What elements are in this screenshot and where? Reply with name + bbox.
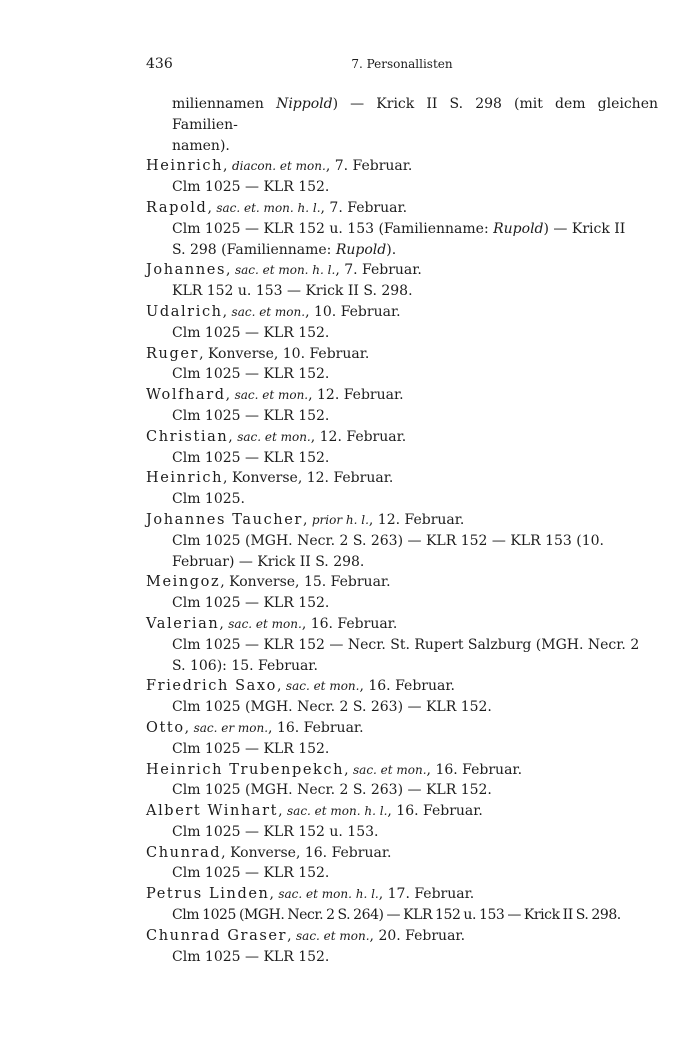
list-entry [146,843,658,885]
entry-heading: Heinrich Trubenpekch, sac. et mon., 16. Februar. [146,761,523,778]
entry-heading: Petrus Linden, sac. et mon. h. l., 17. Februar. [146,886,475,903]
person-name: Otto [146,719,185,736]
entry-date: Konverse, 10. Februar. [207,345,370,362]
list-entry [146,926,658,968]
list-entry-continuation [146,94,658,156]
person-title: sac. et. mon. h. l. [216,200,321,215]
person-name: Albert Winhart [146,803,279,820]
entry-date: , 16. Februar. [426,761,523,778]
reference-line: Clm 1025 — KLR 152. [172,407,330,424]
person-title: sac. et mon. h. l. [278,887,379,902]
person-title: sac. et mon. [296,928,370,943]
person-name: Chunrad Graser [146,927,288,944]
list-entry [146,468,658,510]
entry-date: Konverse, 16. Februar. [230,844,392,861]
list-entry [146,156,658,198]
list-entry [146,198,658,260]
reference-line: Clm 1025 — KLR 152 u. 153 (Familienname: Rupold) — Krick II [172,220,626,237]
running-head [146,56,658,76]
reference-line: Clm 1025 — KLR 152. [172,449,330,466]
reference-line: Clm 1025. [172,491,245,508]
entry-date: Konverse, 15. Februar. [229,574,391,591]
person-title: sac. et mon. h. l. [287,804,388,819]
reference-line: namen). [172,137,230,154]
page-number: 436 [146,56,173,72]
person-name: Udalrich [146,303,223,320]
entry-date: , 12. Februar. [308,387,404,404]
person-name: Meingoz [146,574,221,591]
reference-line: Clm 1025 — KLR 152. [172,179,330,196]
reference-line: Clm 1025 — KLR 152 — Necr. St. Rupert Salzburg (MGH. Necr. 2 [172,636,640,653]
entry-date: Konverse, 12. Februar. [231,470,394,487]
entry-heading: Friedrich Saxo, sac. et mon., 16. Februar. [146,678,455,695]
entry-date: , 12. Februar. [310,428,407,445]
person-title: sac. er mon. [193,720,269,735]
person-name: Heinrich Trubenpekch [146,761,345,778]
person-name: Ruger [146,345,200,362]
entry-heading: Otto, sac. er mon., 16. Februar. [146,719,364,736]
entry-date: , 7. Februar. [325,158,413,175]
list-entry [146,302,658,344]
person-title: sac. et mon. [234,388,309,403]
entry-heading: Albert Winhart, sac. et mon. h. l., 16. Februar. [146,803,483,820]
list-entry [146,614,658,676]
list-entry [146,510,658,572]
entry-date: , 7. Februar. [335,262,422,279]
list-entry [146,884,658,926]
list-entry [146,572,658,614]
person-title: sac. et mon. [231,304,306,319]
person-title: sac. et mon. [228,616,302,631]
person-name: Friedrich Saxo [146,678,278,695]
person-name: Johannes Taucher [146,511,303,528]
reference-line: Clm 1025 — KLR 152. [172,595,330,612]
entry-date: , 16. Februar. [387,803,483,820]
entry-heading: Heinrich, Konverse, 12. Februar. [146,470,394,487]
person-name: Johannes [146,262,227,279]
list-entry [146,260,658,302]
person-name: Rapold [146,199,208,216]
reference-line: Clm 1025 (MGH. Necr. 2 S. 263) — KLR 152. [172,699,492,716]
person-name: Valerian [146,615,220,632]
entry-date: , 16. Februar. [301,615,398,632]
person-name: Heinrich [146,470,224,487]
person-title: diacon. et mon. [231,159,326,174]
reference-line: Clm 1025 (MGH. Necr. 2 S. 263) — KLR 152. [172,782,492,799]
entry-date: , 12. Februar. [368,511,465,528]
entry-date: , 16. Februar. [268,719,364,736]
entry-heading: Rapold, sac. et. mon. h. l., 7. Februar. [146,199,408,216]
entry-heading: Chunrad Graser, sac. et mon., 20. Februar. [146,927,466,944]
person-name: Christian [146,428,229,445]
person-title: prior h. l. [311,512,369,527]
reference-line: Clm 1025 — KLR 152. [172,740,330,757]
entry-heading: Chunrad, Konverse, 16. Februar. [146,844,392,861]
list-entry [146,801,658,843]
list-entry [146,760,658,802]
person-title: sac. et mon. [285,679,360,694]
reference-line: Clm 1025 — KLR 152. [172,366,330,383]
reference-line: S. 298 (Familienname: Rupold). [172,241,397,258]
person-name: Heinrich [146,158,224,175]
reference-line: Clm 1025 — KLR 152. [172,865,330,882]
reference-line: Clm 1025 — KLR 152. [172,948,330,965]
person-title: sac. et mon. h. l. [234,263,336,278]
entry-date: , 10. Februar. [305,303,401,320]
person-title: sac. et mon. [353,762,427,777]
person-name: Wolfhard [146,387,226,404]
list-entry [146,718,658,760]
person-title: sac. et mon. [237,429,311,444]
list-entry [146,676,658,718]
reference-line: Clm 1025 — KLR 152. [172,324,330,341]
reference-line: Februar) — Krick II S. 298. [172,553,365,570]
entry-heading: Johannes Taucher, prior h. l., 12. Februar. [146,511,465,528]
entry-heading: Udalrich, sac. et mon., 10. Februar. [146,303,401,320]
entry-heading: Christian, sac. et mon., 12. Februar. [146,428,407,445]
entry-heading: Heinrich, diacon. et mon., 7. Februar. [146,158,413,175]
reference-line: miliennamen Nippold) — Krick II S. 298 (mit dem gleichen Familien- [172,96,658,133]
entry-heading: Meingoz, Konverse, 15. Februar. [146,574,391,591]
entry-heading: Ruger, Konverse, 10. Februar. [146,345,370,362]
reference-line: Clm 1025 — KLR 152 u. 153. [172,823,379,840]
entry-date: , 17. Februar. [378,886,475,903]
entry-heading: Valerian, sac. et mon., 16. Februar. [146,615,398,632]
reference-line: S. 106): 15. Februar. [172,657,318,674]
reference-line: KLR 152 u. 153 — Krick II S. 298. [172,283,413,300]
reference-line: Clm 1025 (MGH. Necr. 2 S. 264) — KLR 152 u. 153 — Krick II S. 298. [172,907,621,924]
list-entry [146,385,658,427]
person-name: Petrus Linden [146,886,270,903]
person-name: Chunrad [146,844,222,861]
entry-date: , 7. Februar. [320,199,408,216]
personnel-list [146,94,658,967]
entry-date: , 16. Februar. [359,678,455,695]
list-entry [146,344,658,386]
entry-heading: Wolfhard, sac. et mon., 12. Februar. [146,387,404,404]
entry-heading: Johannes, sac. et mon. h. l., 7. Februar. [146,262,422,279]
list-entry [146,427,658,469]
entry-date: , 20. Februar. [369,927,466,944]
reference-line: Clm 1025 (MGH. Necr. 2 S. 263) — KLR 152 — KLR 153 (10. [172,532,604,549]
running-title: 7. Personallisten [351,57,453,71]
